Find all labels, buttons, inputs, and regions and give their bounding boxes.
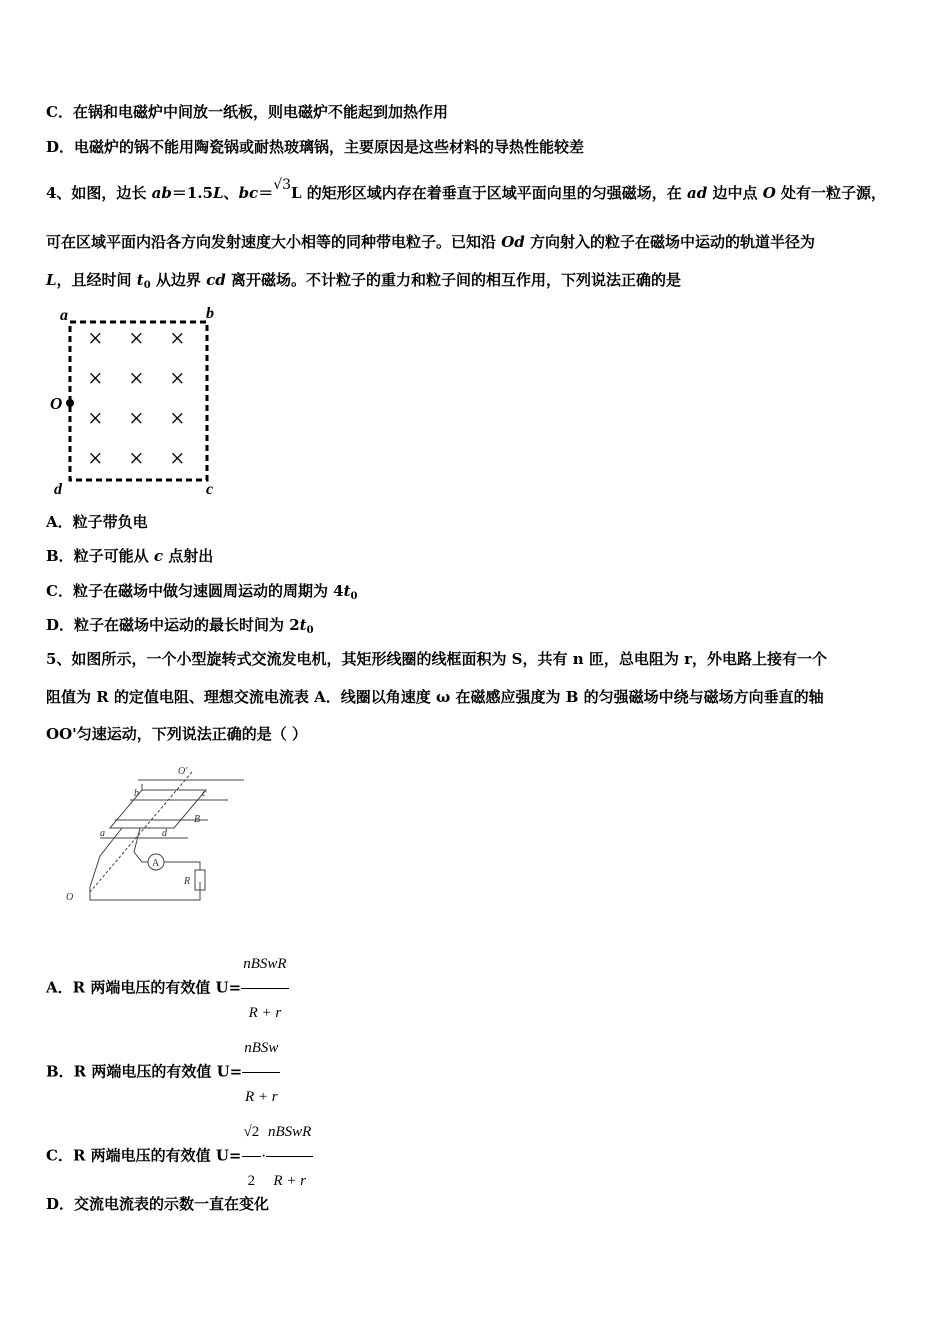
field-cross-1-1: × — [129, 364, 144, 393]
field-cross-0-0: × — [88, 324, 103, 353]
field-cross-3-2: × — [170, 444, 185, 473]
fig-label-b: b — [206, 305, 214, 322]
field-crosses — [88, 324, 185, 473]
fig5-label-a: a — [100, 828, 105, 839]
field-cross-0-2: × — [170, 324, 185, 353]
circuit-wire-1 — [90, 828, 200, 900]
circuit-wire-2 — [134, 828, 148, 862]
q5-stem-line3: OO'匀速运动，下列说法正确的是（ ） — [46, 725, 307, 743]
q4-option-d: D．粒子在磁场中运动的最长时间为 $2t_0$ — [46, 616, 314, 636]
fig5-label-R: R — [184, 876, 191, 887]
sqrt3-factor: √3 — [273, 177, 292, 193]
fraction-b: $\frac{\text{nBSw}}{R + r}$ — [242, 1026, 280, 1119]
fraction-a: $\frac{\text{nBSwR}}{R + r}$ — [241, 942, 288, 1035]
field-cross-2-0: × — [88, 404, 103, 433]
fraction-c: $\frac{\text{nBSwR}}{R + r}$ — [266, 1110, 313, 1203]
q4-option-b: B．粒子可能从 c 点射出 — [46, 547, 214, 565]
q3-option-d: D．电磁炉的锅不能用陶瓷锅或耐热玻璃锅，主要原因是这些材料的导热性能较差 — [46, 138, 585, 156]
fig5-label-A: A — [152, 858, 160, 869]
fig5-label-c: c — [202, 788, 207, 799]
q5-stem-line2: 阻值为 R 的定值电阻、理想交流电流表 A．线圈以角速度 ω 在磁感应强度为 B 的匀强磁场中绕与磁场方向垂直的轴 — [46, 688, 824, 706]
fig5-label-O-top: O' — [178, 766, 188, 777]
fig5-label-B: B — [194, 814, 201, 825]
fig5-label-O-bottom: O — [66, 892, 74, 903]
q3-option-c: C．在锅和电磁炉中间放一纸板，则电磁炉不能起到加热作用 — [46, 103, 448, 121]
fraction-c-coef: $\frac{√2}{2}$ — [242, 1110, 262, 1203]
fig5-label-d: d — [162, 828, 167, 839]
q5-generator-figure — [60, 752, 250, 907]
fig-label-O: O — [50, 394, 63, 413]
coil — [110, 790, 206, 828]
field-cross-3-0: × — [88, 444, 103, 473]
q4-stem-line2: 可在区域平面内沿各方向发射速度大小相等的同种带电粒子。已知沿 Od 方向射入的粒子在磁场中运动的轨道半径为 — [46, 233, 816, 251]
particle-source-dot — [66, 399, 74, 407]
q4-option-c: C．粒子在磁场中做匀速圆周运动的周期为 $4t_0$ — [46, 582, 358, 602]
q4-stem-line3: L，且经时间 $t_0$ 从边界 cd 离开磁场。不计粒子的重力和粒子间的相互作用，下列说法正确的是 — [46, 271, 681, 291]
circuit-wire-3 — [164, 862, 200, 870]
fig-label-c: c — [206, 481, 214, 498]
field-cross-2-1: × — [129, 404, 144, 433]
field-cross-1-2: × — [170, 364, 185, 393]
field-cross-0-1: × — [129, 324, 144, 353]
fig-label-a: a — [60, 307, 68, 324]
q4-option-a: A．粒子带负电 — [46, 513, 148, 531]
q5-option-d: D．交流电流表的示数一直在变化 — [46, 1195, 270, 1213]
q4-magnetic-field-figure — [46, 302, 236, 502]
q5-option-a: A．R 两端电压的有效值 U= $\frac{\text{nBSwR}}{R + r}$ — [46, 942, 289, 1035]
q5-stem-line1: 5、如图所示，一个小型旋转式交流发电机，其矩形线圈的线框面积为 S，共有 n 匝，总电阻为 r，外电路上接有一个 — [46, 650, 827, 668]
field-cross-3-1: × — [129, 444, 144, 473]
q5-option-c: C．R 两端电压的有效值 U= $\frac{√2}{2}$ · $\frac{\text{nBSwR}}{R + r}$ — [46, 1110, 313, 1203]
fig-label-d: d — [54, 481, 62, 498]
field-cross-2-2: × — [170, 404, 185, 433]
q5-option-b: B．R 两端电压的有效值 U= $\frac{\text{nBSw}}{R + r}$ — [46, 1026, 280, 1119]
field-cross-1-0: × — [88, 364, 103, 393]
q4-stem-line1: 4、如图，边长 ab＝1.5L、bc＝√3L 的矩形区域内存在着垂直于区域平面向里的匀强磁场，在 ad 边中点 O 处有一粒子源， — [46, 177, 887, 202]
fig5-label-b: b — [134, 788, 139, 799]
